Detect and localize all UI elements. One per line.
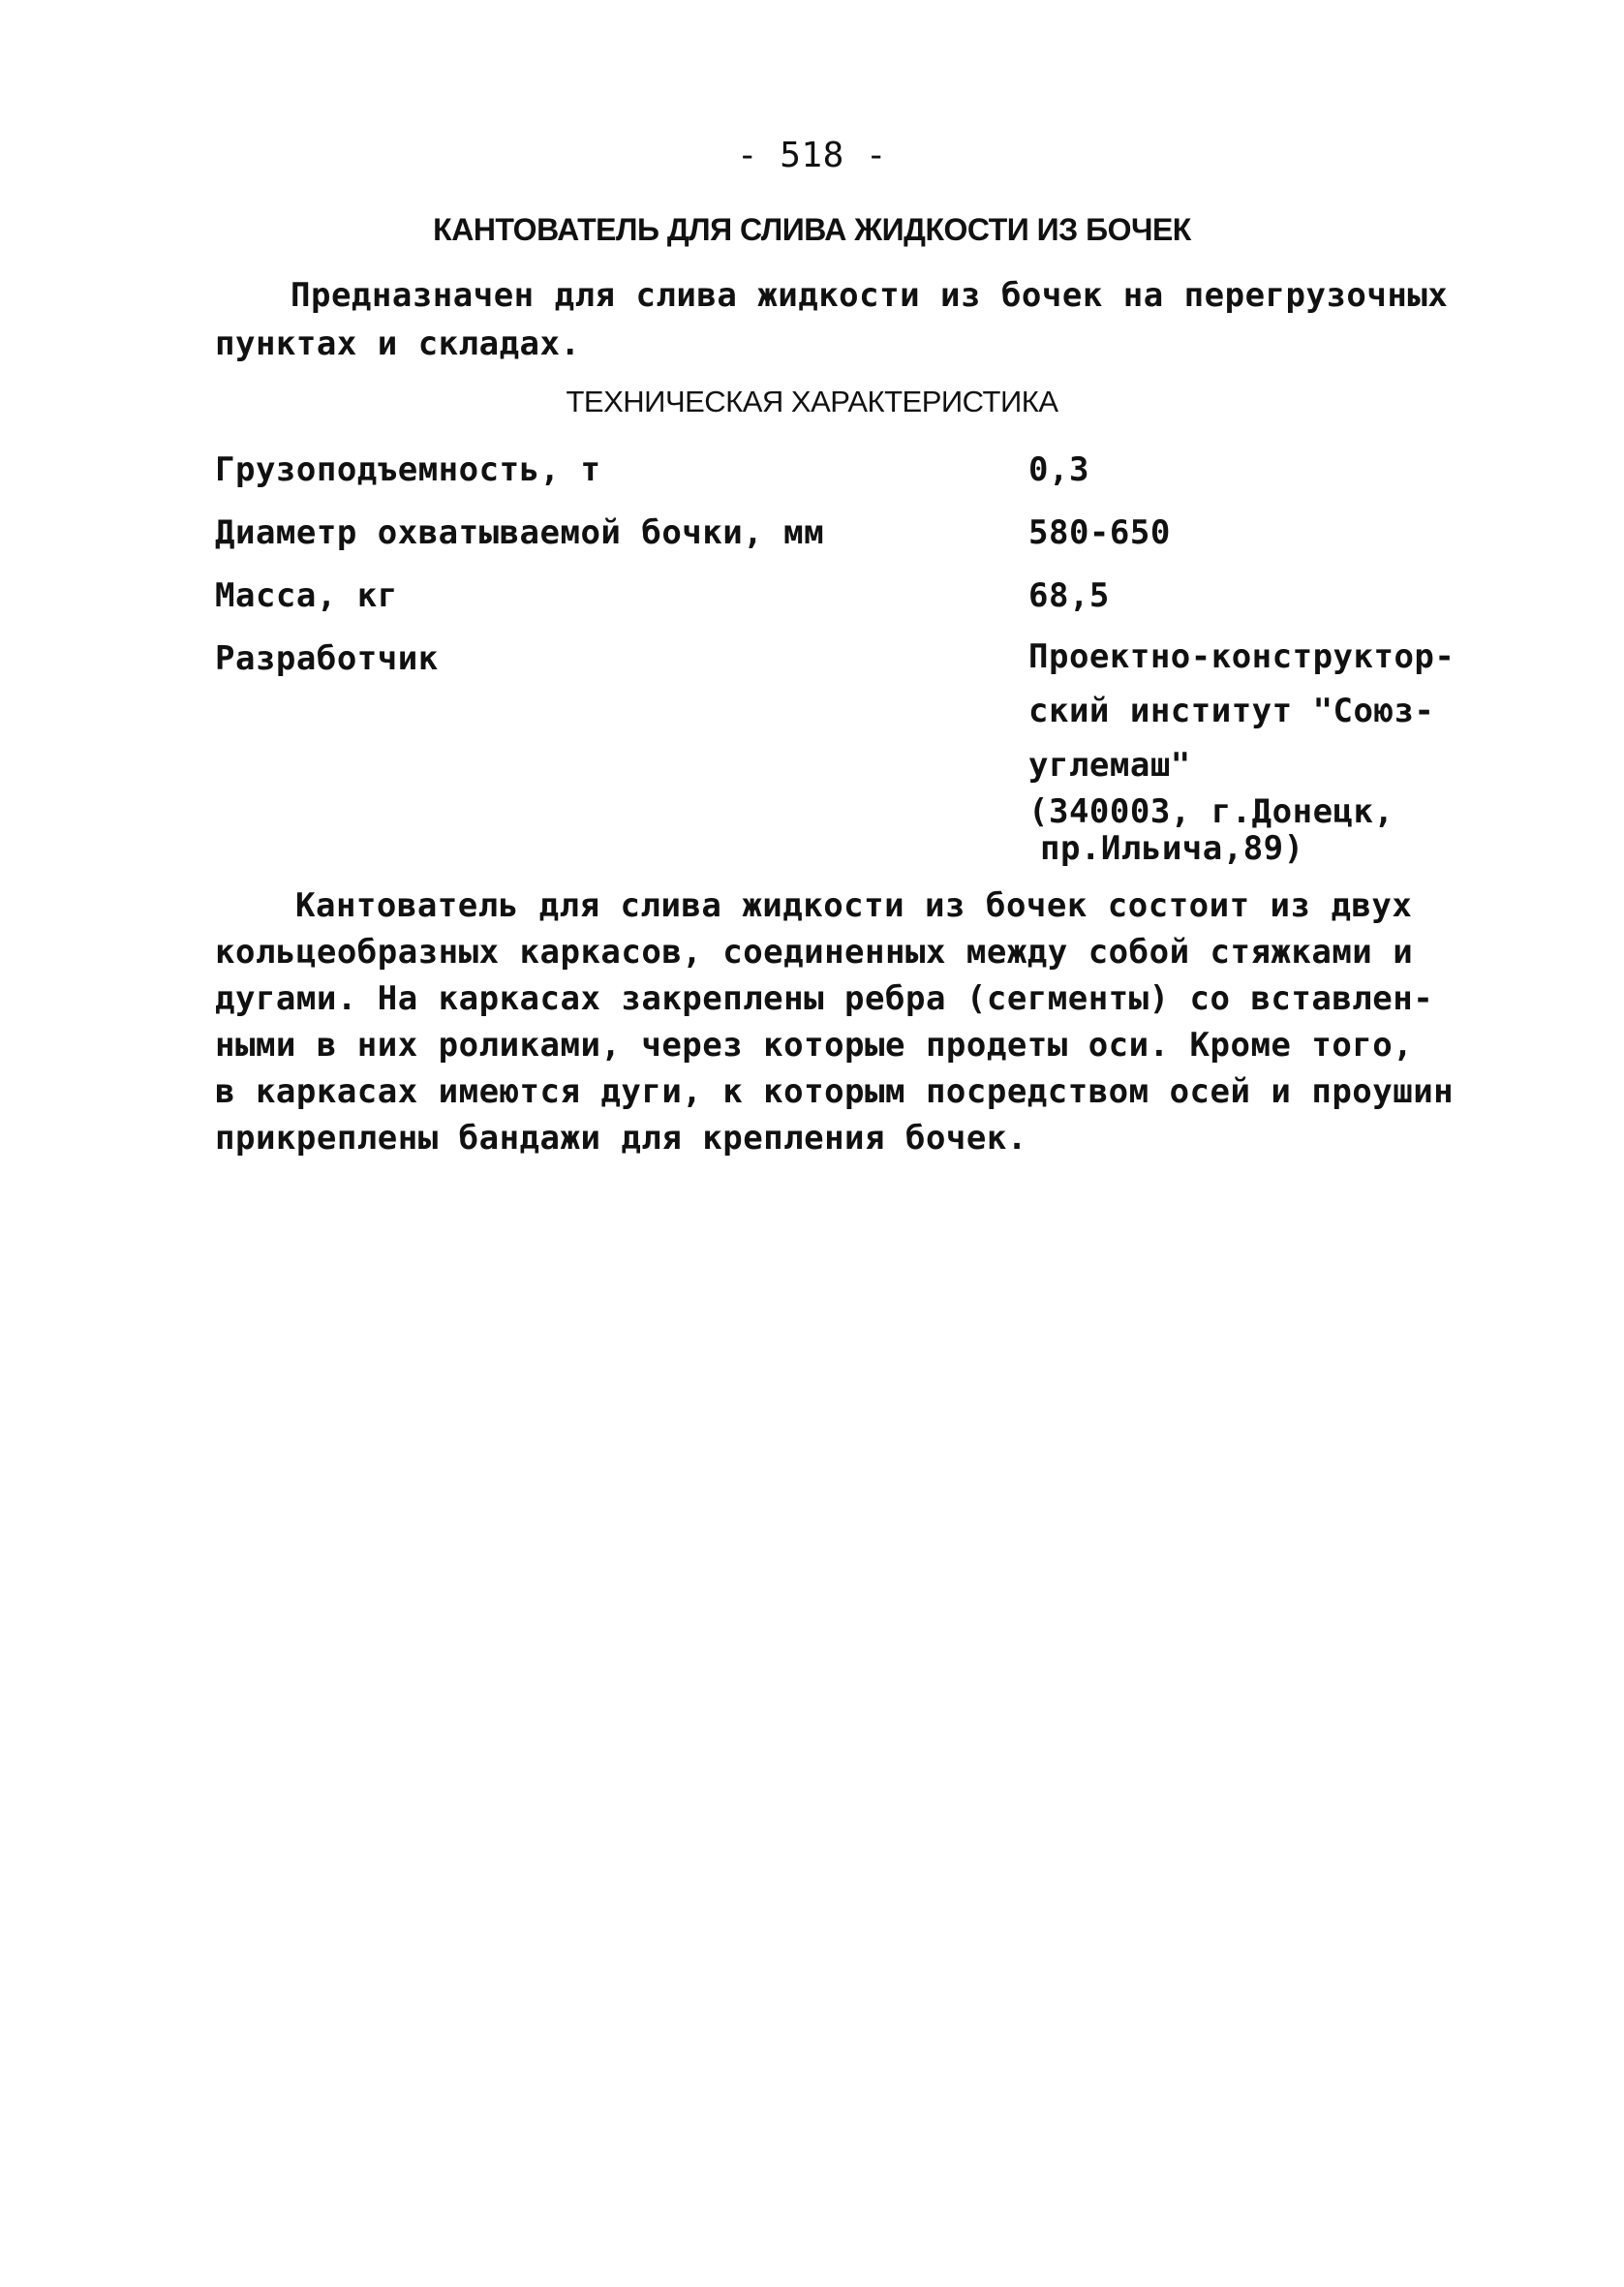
spec-value-mass: 68,5 bbox=[1028, 576, 1110, 615]
description-line-4: ными в них роликами, через которые продеты оси. Кроме того, bbox=[215, 1026, 1414, 1065]
spec-label-diameter: Диаметр охватываемой бочки, мм bbox=[215, 513, 825, 552]
spec-label-developer: Разработчик bbox=[215, 639, 439, 678]
intro-line-2: пунктах и складах. bbox=[215, 325, 581, 363]
description-line-1: Кантователь для слива жидкости из бочек состоит из двух bbox=[295, 886, 1413, 925]
spec-label-capacity: Грузоподъемность, т bbox=[215, 450, 601, 489]
description-line-5: в каркасах имеются дуги, к которым посредством осей и проушин bbox=[215, 1072, 1455, 1111]
developer-address-line-1: (340003, г.Донецк, bbox=[1028, 792, 1394, 831]
developer-line-3: углемаш" bbox=[1028, 746, 1191, 785]
developer-value bbox=[1028, 630, 1455, 866]
developer-line-2: ский институт "Союз- bbox=[1028, 692, 1435, 730]
developer-line-1: Проектно-конструктор- bbox=[1028, 637, 1455, 676]
spec-value-capacity: 0,3 bbox=[1028, 450, 1089, 489]
spec-value-diameter: 580-650 bbox=[1028, 513, 1171, 552]
document-title: КАНТОВАТЕЛЬ ДЛЯ СЛИВА ЖИДКОСТИ ИЗ БОЧЕК bbox=[433, 212, 1191, 247]
page-number: - 518 - bbox=[736, 136, 888, 175]
specs-heading: ТЕХНИЧЕСКАЯ ХАРАКТЕРИСТИКА bbox=[566, 385, 1058, 418]
intro-line-1: Предназначен для слива жидкости из бочек на перегрузочных bbox=[291, 276, 1449, 315]
description-line-3: дугами. На каркасах закреплены ребра (сегменты) со вставлен- bbox=[215, 979, 1434, 1018]
description-line-2: кольцеобразных каркасов, соединенных между собой стяжками и bbox=[215, 933, 1414, 972]
spec-label-mass: Масса, кг bbox=[215, 576, 398, 615]
developer-address-line-2: пр.Ильича,89) bbox=[1040, 829, 1304, 868]
description-line-6: прикреплены бандажи для крепления бочек. bbox=[215, 1119, 1027, 1158]
